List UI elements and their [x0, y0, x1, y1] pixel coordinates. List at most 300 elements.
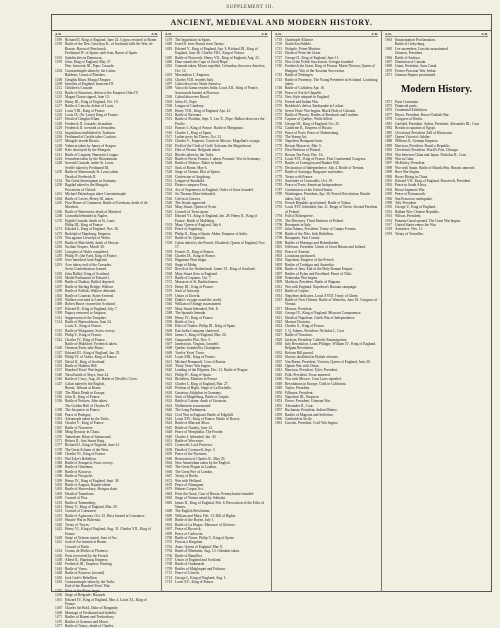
timeline-entry [55, 42, 158, 51]
entry-year: 1574 [165, 284, 173, 289]
entry-year: 1542 [165, 205, 173, 210]
entry-event: Battle of Mansourah; St. Louis taken. [65, 170, 119, 175]
entry-event: Sack of Rome, May 6. [175, 165, 208, 170]
entry-event: Surrender of Cornwallis, Oct. 19. [285, 179, 334, 183]
entry-event: The Jacquerie in France. [65, 408, 101, 413]
entry-event: Richelieu, Minister in France. [175, 377, 219, 382]
entry-year: 1745 [275, 77, 283, 82]
entry-event: Battle of Angora; Bajazet taken. [65, 483, 112, 488]
entry-year: 1234 [55, 130, 63, 135]
entry-year: 1227 [55, 117, 63, 122]
entry-year: 1422 [55, 527, 63, 532]
entry-event: Battle of Lincoln; defeat of Louis. [65, 104, 115, 109]
entry-event: Rudolph of Hapsburg, Emperor. [65, 231, 112, 236]
entry-year: 1237 [55, 139, 63, 144]
entry-event: Sir Thomas More beheaded. [175, 192, 216, 197]
entry-event: Paris Commune. [395, 99, 419, 104]
entry-event: Battles of Trafalgar and Austerlitz. [285, 262, 335, 267]
entry-year: 1913 [385, 214, 393, 219]
entry-event: Battle of Falkirk; Wallace defeated. [65, 289, 117, 294]
entry-year: 1640 [165, 408, 173, 413]
entry-event: Wallenstein assassinated. [175, 403, 212, 408]
entry-event: Battle of Fontenoy. The Young Pretender in Scotland. Louisburg taken. [285, 77, 378, 87]
entry-event: Battle of Flodden, Sept. 9. Leo X., Pope. Balboa discovers the Pacific. [175, 117, 265, 126]
entry-event: Julius II., Pope. [175, 99, 198, 104]
entry-event: Council of Pisa. [65, 496, 89, 501]
entry-event: Taylor, President. [285, 386, 311, 391]
entry-year: 1707 [165, 557, 173, 562]
entry-year: 1823 [275, 320, 283, 324]
entry-event: Peace of Nimeguen. [175, 483, 205, 488]
entry-event: Valencia taken by James of Aragon. [65, 143, 117, 148]
entry-year: 1905 [385, 192, 393, 197]
entry-event: Henry VIII., King of England, Apr. 22. [175, 108, 231, 113]
timeline-entry [385, 73, 488, 77]
entry-year: 1434 [55, 549, 63, 554]
entry-event: David II., King of Scotland. [65, 359, 106, 364]
entry-year: 1820 [275, 311, 283, 316]
entry-event: Restoration of Charles II., May 29. [175, 456, 226, 461]
entry-event: Confession of Augsburg. [175, 174, 211, 179]
entry-event: Mongols invade Russia. [65, 139, 100, 144]
entry-event: McKinley, President. [395, 161, 426, 166]
column-header-right: A.D. [371, 32, 378, 36]
entry-event: Charles IV., King of France. [65, 337, 106, 342]
entry-year: 1403 [55, 487, 63, 492]
entry-year: 1789 [275, 192, 283, 197]
entry-event: Suppression of the Templars. [65, 315, 107, 320]
entry-year: 1792 [275, 201, 283, 206]
entry-event: Peace of Bretigny. [65, 412, 92, 417]
entry-event: Death of Tamerlane. [65, 491, 95, 496]
entry-event: Death of Cromwell, Sept. 3. [175, 447, 216, 452]
entry-year: 1630 [165, 390, 173, 395]
entry-year: 1824 [275, 324, 283, 329]
entry-event: The Directory. Third Partition of Poland. [285, 218, 344, 223]
entry-event: Harrison, President. Tyler, President. [285, 368, 338, 373]
entry-year: 1901 [385, 178, 393, 183]
entry-event: Peace of Augsburg. [175, 227, 203, 232]
entry-event: Wm. Innocent III., Pope. Crusade. [65, 64, 115, 69]
entry-event: July Revolution; Louis Philippe. William IV., King of England. Belgian Revolution. [285, 342, 376, 351]
entry-event: Genghis Khan, Mongol Empire. [65, 77, 112, 82]
entry-year: 1590 [165, 320, 173, 324]
entry-year: 1522 [165, 152, 173, 157]
entry-year: 1258 [55, 183, 63, 188]
entry-event: Peace of Carlowitz. [175, 531, 204, 536]
entry-event: Council of Trent opens. [175, 209, 209, 214]
entry-year: 1571 [165, 275, 173, 280]
entry-event: Garibaldi in Sicily. [285, 416, 313, 421]
timeline-entry [165, 117, 268, 126]
entry-year: 1795 [275, 218, 283, 223]
entry-year: 1326 [55, 346, 63, 351]
entry-year: 1396 [55, 474, 63, 479]
entry-year: 1800 [275, 240, 283, 245]
entry-event: Children's Crusade. [65, 86, 94, 91]
entry-event: Frederick the Great, King of Prussia. Maria Theresa, Queen of Hungary. War of the Austrian Succession. [285, 64, 375, 73]
entry-year: 1240 [55, 148, 63, 153]
entry-event: Henry IV., King of France. [175, 315, 214, 320]
entry-year: 1893 [385, 148, 393, 153]
entry-year: 1609 [165, 350, 173, 355]
entry-event: Marriage of Ferdinand and Isabella. [65, 610, 117, 615]
entry-year: 1226 [55, 112, 63, 117]
entry-year: 1350 [55, 394, 63, 399]
entry-event: Thirty Years' War begins. [175, 364, 212, 369]
entry-event: Wars of the Roses begin. [65, 588, 101, 593]
entry-event: Council of Constance. [65, 509, 98, 514]
entry-year: 1248 [55, 161, 63, 166]
entry-event: Frederick II. Crusade; Jerusalem. [65, 121, 113, 126]
entry-year: 1579 [165, 293, 173, 298]
entry-event: Battles of Marengo and Hohenlinden. [285, 240, 340, 245]
entry-event: Calais taken by the French. Elizabeth, Queen of England, Nov. 17. [175, 240, 266, 250]
entry-event: Philip II., King of Spain. Akbar, Emperor of India. [175, 231, 248, 236]
entry-event: Act of Supremacy in England. Order of Jesus founded. [175, 187, 254, 192]
entry-year: 1721 [275, 46, 283, 51]
entry-year: 1555 [165, 227, 173, 232]
entry-event: Cabot discovers North America. [175, 82, 222, 87]
entry-year: 1305 [55, 297, 63, 302]
timeline-entry [165, 86, 268, 95]
entry-event: Russo-Japanese War. [395, 187, 426, 192]
entry-year: 1898 [385, 165, 393, 170]
entry-event: Seven Years' War begins. Black Hole of Calcutta. [285, 108, 356, 113]
entry-event: East India Company chartered. [175, 328, 220, 333]
entry-event: Battle of Jena. End of the Holy Roman Empire. [285, 267, 354, 272]
entry-year: 1837 [275, 359, 283, 364]
entry-year: 1894 [385, 152, 393, 157]
entry-event: Battle of St. Quentin. [175, 236, 206, 241]
entry-year: 1405 [55, 491, 63, 496]
entry-event: Jews banished from England. [65, 258, 108, 263]
entry-event: Napoleon Bonaparte born. [285, 139, 324, 144]
entry-event: Battle of Agincourt, Oct. 25. Huss burned at Constance. [65, 513, 146, 518]
entry-year: 1825 [275, 328, 283, 333]
entry-event: Dominion of Canada. [395, 60, 427, 65]
entry-year: 1777 [275, 170, 283, 175]
entry-year: 1559 [165, 249, 173, 254]
entry-year: 1276 [55, 236, 63, 241]
entry-year: 1568 [165, 271, 173, 276]
entry-year: 1236 [55, 134, 63, 139]
entry-event: Peace of Utrecht. [175, 571, 200, 576]
entry-event: Charles V., King of France. [65, 421, 105, 426]
entry-year: 1809 [275, 280, 283, 285]
entry-year: 1498 [165, 86, 173, 91]
column-1 [52, 30, 162, 628]
entry-event: James I., King of England, Mar. 24. [175, 333, 227, 338]
entry-year: 1525 [165, 156, 173, 161]
entry-event: Field of the Cloth of Gold. Solyman the Magnificent. [175, 143, 252, 148]
entry-year: 1419 [55, 518, 63, 523]
entry-year: 1755 [275, 104, 283, 109]
entry-event: Bagdad taken by the Mongols. [65, 183, 110, 188]
entry-event: Peace of Portsmouth. [395, 192, 426, 197]
entry-event: French Republic proclaimed. Battle of Valmy. [285, 201, 352, 206]
timeline-entry [165, 214, 268, 223]
entry-year: 1461 [55, 597, 63, 602]
entry-year: 1770 [275, 143, 283, 148]
entry-event: Boxer Rising in China. [395, 174, 429, 179]
entry-event: Albert II., Hapsburg Emperor. [65, 557, 109, 562]
entry-event: Battle of Leipsic. [285, 289, 310, 294]
entry-event: Battle of Muhldorf; Frederick taken. [65, 342, 118, 347]
entry-year: 1772 [275, 148, 283, 153]
entry-event: Treaty with France. [285, 174, 314, 179]
entry-year: 1327 [55, 350, 63, 355]
entry-year: 1720 [275, 42, 283, 47]
entry-year: 1212 [55, 86, 63, 91]
entry-year: 1869 [385, 64, 393, 69]
entry-year: 1270 [55, 218, 63, 223]
entry-event: Boston Massacre, Mar. 5. [285, 143, 322, 148]
entry-year: 1666 [165, 469, 173, 474]
timeline-entry [165, 501, 268, 510]
entry-year: 1812 [275, 284, 283, 289]
entry-event: War with Spain. Battle of Manila Bay. Hawaii annexed. [395, 165, 476, 170]
entry-event: Siege of Belgrade; Hunyadi. [65, 593, 106, 598]
entry-year: 1562 [165, 258, 173, 263]
entry-event: Diaz rounds the Cape of Good Hope. [175, 60, 229, 65]
entry-year: 1774 [275, 156, 283, 161]
entry-year: 1896 [385, 156, 393, 161]
entry-year: 1914 [385, 218, 393, 223]
entry-year: 1748 [275, 90, 283, 95]
entry-year: 1760 [275, 121, 283, 126]
entry-event: Slavery abolished in British colonies. [285, 355, 339, 360]
entry-year: 1515 [165, 126, 173, 131]
entry-year: 1804 [275, 258, 283, 263]
entry-event: Seventh Crusade, under St. Louis. [65, 161, 115, 166]
entry-year: 1763 [275, 130, 283, 135]
entry-year: 1759 [275, 117, 283, 122]
timeline-entry [385, 232, 488, 236]
entry-event: Johnson, President. [395, 51, 423, 56]
column-header-left: A.D. [55, 32, 62, 36]
entry-event: Mary Stuart, Queen of Scots. [175, 205, 217, 210]
column-header-left: A.D. [385, 32, 392, 36]
entry-year: 1453 [55, 579, 63, 584]
entry-year: 1440 [55, 562, 63, 567]
entry-year: 1743 [275, 73, 283, 78]
entry-event: The Great Schism of the West. [65, 447, 109, 452]
entry-year: 1902 [385, 183, 393, 188]
entry-year: 1613 [165, 359, 173, 364]
entry-event: Baldwin, Count of Flanders. [65, 73, 106, 78]
entry-event: Henry VI., King of England, Aug. 31. Charles VII., King of France. [65, 527, 151, 536]
entry-event: Pizarro conquers Peru. [175, 183, 208, 188]
entry-event: Edward IV., King of England, Mar. 4. Louis XI., King of France. [65, 597, 147, 606]
entry-event: Charles I., King of Spain. [175, 130, 212, 135]
entry-year: 1846 [275, 377, 283, 382]
entry-year: 1860 [275, 416, 283, 421]
entry-year: 1775 [275, 161, 283, 166]
entry-year: 1278 [55, 240, 63, 245]
entry-event: War with Mexico. Corn Laws repealed. [285, 377, 342, 382]
timeline-entry [275, 421, 378, 425]
entry-event: Louisiana purchased. [285, 253, 316, 258]
entry-event: Ivan III. frees Russia from Tartars. [175, 42, 225, 47]
entry-event: Richard II., King of England, June 21. [65, 443, 121, 448]
entry-event: Sicilian Vespers, March 30. [65, 245, 105, 250]
entry-year: 1315 [55, 328, 63, 333]
entry-event: Mary, Queen of England, July 6. [175, 223, 222, 228]
entry-event: Papacy removed to Avignon. [65, 311, 107, 316]
entry-event: Catherine II., Empress of Russia. [285, 126, 333, 131]
entry-year: 1455 [55, 588, 63, 593]
entry-year: 1268 [55, 214, 63, 219]
entry-event: Hussite War in Bohemia. [65, 518, 101, 523]
entry-event: Treaty of Troyes. [65, 522, 90, 527]
entry-event: Armistice, Nov. 11. [395, 227, 424, 232]
entry-event: Cosmo de Medici at Florence. [65, 549, 109, 554]
entry-event: Charles V., Emperor. Cortez in Mexico. Magellan's voyage. [175, 139, 261, 144]
entry-year: 1909 [385, 201, 393, 205]
entry-event: Battle of Otterburn. [65, 465, 94, 470]
entry-event: Battle of Saratoga; Burgoyne surrenders. [285, 170, 344, 175]
entry-year: 1733 [275, 60, 283, 65]
entry-year: 1337 [55, 368, 63, 373]
entry-year: 1553 [165, 223, 173, 228]
entry-event: Battle of Ivry. [175, 320, 196, 324]
entry-year: 1265 [55, 201, 63, 206]
entry-year: 1808 [275, 275, 283, 280]
entry-event: Conradin beheaded at Naples. [65, 214, 109, 219]
entry-event: Edward I., King of England, Nov. 20. [65, 227, 119, 232]
entry-year: 1888 [385, 139, 393, 144]
entry-year: 1285 [55, 253, 63, 258]
entry-event: Charles the Bold, Duke of Burgundy. [65, 606, 119, 611]
section-title: Modern History. [400, 83, 473, 95]
entry-year: 1526 [165, 161, 173, 166]
entry-year: 1254 [55, 179, 63, 183]
entry-event: War between China and Japan. Nicholas II., Czar. [395, 152, 467, 157]
entry-year: 1438 [55, 557, 63, 562]
entry-year: 1688 [165, 509, 173, 514]
entry-event: Queen Victoria's Jubilee. [395, 134, 431, 139]
column-header-right: A.D. [481, 32, 488, 36]
entry-event: Balkan War. Chinese Republic. [395, 209, 440, 214]
entry-year: 1356 [55, 399, 63, 404]
entry-event: Michael Romanoff, Czar of Russia. [175, 359, 227, 364]
entry-event: German Empire proclaimed. [395, 73, 437, 78]
entry-year: 1697 [165, 527, 173, 532]
entry-year: 1899 [385, 170, 393, 175]
entry-year: 1380 [55, 452, 63, 457]
entry-year: 1409 [55, 496, 63, 501]
entry-year: 1378 [55, 447, 63, 452]
entry-event: Battle of Bannockburn, June 24. [65, 320, 112, 324]
entry-year: 1530 [165, 174, 173, 179]
column-header-right: A.D. [151, 32, 158, 36]
entry-year: 1832 [275, 350, 283, 355]
entry-event: Battle of Stirling Bridge; Wallace. [65, 284, 115, 289]
entry-event: Napoleon III., Emperor. [285, 394, 320, 399]
timeline-entry [55, 624, 158, 628]
entry-event: Franco-Prussian War. Sedan. [395, 68, 437, 73]
entry-year: 1312 [55, 315, 63, 320]
entry-year: 1298 [55, 289, 63, 294]
entry-year: 1241 [55, 152, 63, 157]
entry-year: 1708 [165, 562, 173, 567]
entry-year: 1645 [165, 425, 173, 430]
entry-event: Edward VII., King of England. Roosevelt, President. [395, 178, 471, 183]
entry-year: 1631 [165, 394, 173, 399]
entry-event: Edward III., King of England, Jan. 25. [65, 350, 121, 355]
entry-year: 1399 [55, 478, 63, 483]
entry-event: Lee surrenders; Lincoln assassinated. [395, 46, 449, 51]
entry-event: Battle of Dettingen. [285, 73, 314, 78]
entry-year: 1817 [275, 306, 283, 311]
entry-event: Cleveland, President. Fall of Khartoum. [395, 130, 453, 135]
entry-year: 1706 [165, 553, 173, 558]
entry-event: Seville taken by Ferdinand III. [65, 165, 110, 170]
entry-year: 1208 [55, 82, 63, 87]
entry-event: League of Cambray. [175, 104, 205, 109]
entry-year: 1480 [165, 42, 173, 47]
entry-event: Panama Canal opened. The Great War begins. [395, 218, 462, 223]
page-title: ANCIENT, MEDIEVAL AND MODERN HISTORY. [52, 15, 491, 31]
entry-year: 1715 [165, 579, 173, 584]
entry-year: 1467 [55, 606, 63, 611]
entry-event: Landing of the Pilgrims, Dec. 21. Battle of Prague. [175, 368, 249, 373]
column-header [55, 32, 158, 37]
entry-event: Battle of Liegnitz; Hanseatic League. [65, 152, 119, 157]
entry-year: 1512 [165, 112, 173, 117]
entry-event: War with Holland. [175, 478, 202, 483]
entry-event: First Partition of Poland. [285, 148, 321, 153]
entry-year: 1845 [275, 372, 283, 377]
entry-event: First House of Commons. Battle of Evesham; death of de Montfort. [65, 201, 148, 210]
entry-event: Opium War with China. [285, 364, 320, 369]
entry-event: Napoleon, Emperor of the French. [285, 258, 335, 263]
entry-event: Charles X., King of France. [285, 324, 325, 329]
entry-year: 1471 [55, 615, 63, 620]
entry-year: 1340 [55, 372, 63, 377]
entry-event: Paris recovered by the French. [65, 553, 109, 558]
entry-event: The Great Fire of London. [175, 469, 214, 474]
entry-event: Peter the Great, Czar of Russia. Pennsylvania founded. [175, 491, 255, 496]
entry-year: 1757 [275, 112, 283, 117]
entry-year: 1873 [385, 104, 393, 109]
entry-event: Saladin dies in Damascus. [65, 55, 103, 60]
entry-event: Louis IX. (St. Louis) King of France. [65, 112, 119, 117]
entry-year: 1497 [165, 82, 173, 87]
entry-event: Kiev destroyed by the Mongols. [65, 148, 112, 153]
entry-year: 1689 [165, 513, 173, 518]
entry-year: 1302 [55, 293, 63, 298]
entry-event: Swiss Confederation formed. [65, 267, 108, 272]
entry-event: Frederick II. crowned at Jerusalem. [65, 126, 116, 131]
entry-year: 1527 [165, 165, 173, 170]
entry-event: Maximilian I., Emperor. [175, 73, 210, 78]
entry-year: 1547 [165, 214, 173, 219]
entry-event: The Black Death in Europe. [65, 390, 106, 395]
entry-event: Civil War in England. Battle of Edgehill. [175, 412, 234, 417]
timeline-entry [275, 64, 378, 73]
entry-year: 1653 [165, 443, 173, 448]
entry-year: 1368 [55, 430, 63, 435]
entry-event: Charles I. beheaded, Jan. 30. [175, 434, 217, 439]
entry-year: 1878 [385, 117, 393, 122]
entry-event: Siege of Vienna. Diet of Spires. [175, 170, 221, 175]
entry-year: 1634 [165, 403, 173, 408]
entry-event: Bonaparte in Italy. [285, 223, 312, 228]
entry-year: 1572 [165, 280, 173, 285]
entry-year: 1199 [55, 60, 63, 65]
